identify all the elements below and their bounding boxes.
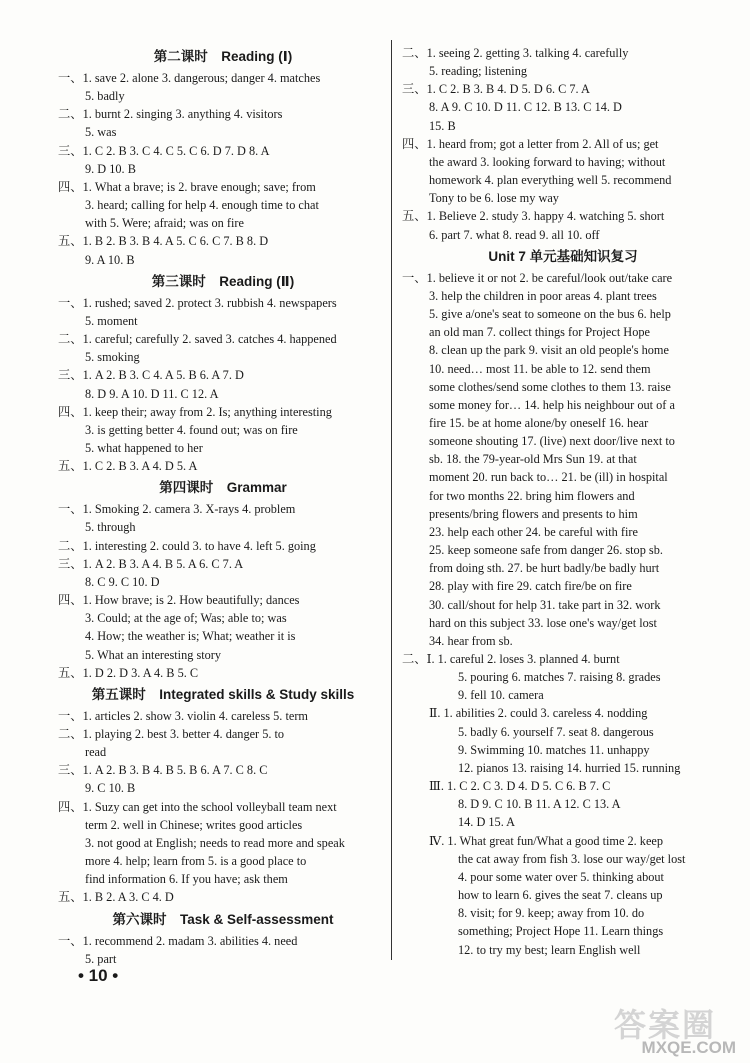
answer-line: 28. play with fire 29. catch fire/be on fire: [429, 579, 632, 594]
answer-line: 5. through: [85, 520, 136, 535]
answer-line: 5. pouring 6. matches 7. raising 8. grades: [458, 670, 661, 685]
answer-line: someone shouting 17. (live) next door/live next to: [429, 434, 675, 449]
answer-line: 3. heard; calling for help 4. enough time to chat: [85, 198, 319, 213]
left-column: [58, 44, 388, 968]
answer-line: 9. A 10. B: [85, 252, 135, 267]
answer-line: 5. give a/one's seat to someone on the bus 6. help: [429, 307, 671, 322]
answer-line: 4. pour some water over 5. thinking about: [458, 869, 664, 884]
answer-line: 二、1. interesting 2. could 3. to have 4. left 5. going: [58, 538, 316, 553]
answer-line: 5. what happened to her: [85, 440, 203, 455]
answer-line: 5. What an interesting story: [85, 647, 222, 662]
answer-line: an old man 7. collect things for Project Hope: [429, 325, 650, 340]
answer-line: 四、1. Suzy can get into the school volleyball team next: [58, 799, 337, 814]
answer-line: 一、1. articles 2. show 3. violin 4. careless 5. term: [58, 708, 308, 723]
answer-line: 三、1. C 2. B 3. B 4. D 5. D 6. C 7. A: [402, 82, 590, 97]
answer-line: 12. pianos 13. raising 14. hurried 15. running: [458, 760, 681, 775]
answer-line: Ⅲ. 1. C 2. C 3. D 4. D 5. C 6. B 7. C: [429, 779, 611, 794]
answer-line: 8. A 9. C 10. D 11. C 12. B 13. C 14. D: [429, 100, 622, 115]
answer-line: 3. Could; at the age of; Was; able to; was: [85, 611, 287, 626]
answer-line: 五、1. Believe 2. study 3. happy 4. watching 5. short: [402, 209, 665, 224]
answer-line: 8. C 9. C 10. D: [85, 574, 160, 589]
answer-line: 一、1. save 2. alone 3. dangerous; danger 4. matches: [58, 71, 321, 85]
answer-line: 5. badly 6. yourself 7. seat 8. dangerous: [458, 724, 654, 739]
right-column: [402, 44, 724, 959]
answer-line: 二、1. playing 2. best 3. better 4. danger 5. to: [58, 727, 285, 741]
answer-line: 10. need… most 11. be able to 12. send them: [429, 361, 651, 376]
page-number: • 10 •: [78, 966, 119, 985]
answer-line: for two months 22. bring him flowers and: [429, 488, 635, 503]
answer-line: 5. was: [85, 125, 117, 140]
answer-line: fire 15. be at home alone/by oneself 16. hear: [429, 415, 649, 430]
answer-line: 8. visit; for 9. keep; away from 10. do: [458, 906, 645, 921]
answer-line: some clothes/send some clothes to them 13. raise: [429, 379, 671, 394]
answer-line: 三、1. A 2. B 3. A 4. B 5. A 6. C 7. A: [58, 556, 244, 571]
answer-line: how to learn 6. gives the seat 7. cleans up: [458, 888, 663, 903]
answer-line: 15. B: [429, 118, 456, 133]
answer-line: 4. How; the weather is; What; weather it is: [85, 629, 296, 644]
watermark-logo: [608, 1000, 740, 1060]
answer-line: 3. not good at English; needs to read more and speak: [85, 835, 345, 850]
answer-line: 二、1. burnt 2. singing 3. anything 4. visitors: [58, 107, 283, 122]
answer-line: 23. help each other 24. be careful with fire: [429, 524, 638, 539]
answer-line: 一、1. Smoking 2. camera 3. X-rays 4. problem: [58, 502, 296, 517]
answer-line: 三、1. A 2. B 3. B 4. B 5. B 6. A 7. C 8. C: [58, 763, 268, 778]
answer-line: 二、1. careful; carefully 2. saved 3. catches 4. happened: [58, 332, 337, 347]
answer-line: 8. D 9. A 10. D 11. C 12. A: [85, 386, 219, 401]
answer-line: 5. badly: [85, 89, 125, 104]
section-title: 第六课时 Task & Self-assessment: [112, 911, 334, 927]
answer-line: 3. help the children in poor areas 4. plant trees: [429, 288, 657, 303]
watermark-sub-text: MXQE.COM: [641, 1038, 736, 1057]
answer-line: presents/bring flowers and presents to him: [429, 506, 638, 521]
answer-line: 三、1. A 2. B 3. C 4. A 5. B 6. A 7. D: [58, 368, 244, 383]
answer-line: 四、1. What a brave; is 2. brave enough; save; from: [58, 179, 316, 194]
answer-line: the cat away from fish 3. lose our way/get lost: [458, 851, 686, 866]
answer-line: 8. clean up the park 9. visit an old people's home: [429, 343, 669, 358]
answer-line: more 4. help; learn from 5. is a good place to: [85, 854, 307, 869]
answer-line: Tony to be 6. lose my way: [429, 191, 559, 206]
section-title: 第五课时 Integrated skills & Study skills: [91, 686, 355, 702]
column-divider: [391, 40, 392, 960]
answer-line: term 2. well in Chinese; writes good articles: [85, 817, 303, 832]
answer-line: Ⅳ. 1. What great fun/What a good time 2. keep: [429, 833, 664, 848]
answer-line: 5. part: [85, 951, 117, 966]
answer-line: find information 6. If you have; ask them: [85, 872, 288, 887]
answer-line: 5. smoking: [85, 350, 140, 365]
answer-line: 一、1. recommend 2. madam 3. abilities 4. need: [58, 933, 298, 948]
section-title: 第四课时 Grammar: [159, 480, 287, 496]
answer-line: with 5. Were; afraid; was on fire: [85, 216, 244, 231]
answer-line: 9. fell 10. camera: [458, 688, 544, 703]
answer-line: 一、1. rushed; saved 2. protect 3. rubbish 4. newspapers: [58, 295, 337, 310]
answer-line: homework 4. plan everything well 5. recommend: [429, 173, 672, 188]
answer-line: 五、1. B 2. B 3. B 4. A 5. C 6. C 7. B 8. D: [58, 234, 269, 249]
answer-line: sb. 18. the 79-year-old Mrs Sun 19. at that: [429, 452, 637, 467]
answer-line: the award 3. looking forward to having; without: [429, 154, 666, 169]
answer-line: read: [85, 745, 107, 760]
answer-line: 二、1. seeing 2. getting 3. talking 4. carefully: [402, 46, 629, 60]
answer-line: 四、1. keep their; away from 2. Is; anything interesting: [58, 404, 332, 419]
section-title: 第二课时 Reading (Ⅰ): [153, 49, 293, 64]
answer-line: some money for… 14. help his neighbour out of a: [429, 397, 675, 412]
answer-line: hard on this subject 33. lose one's way/get lost: [429, 615, 657, 630]
answer-line: 9. C 10. B: [85, 781, 136, 796]
answer-line: 五、1. B 2. A 3. C 4. D: [58, 890, 174, 905]
answer-line: 30. call/shout for help 31. take part in 32. work: [429, 597, 661, 612]
answer-line: 8. D 9. C 10. B 11. A 12. C 13. A: [458, 797, 621, 812]
answer-line: 五、1. C 2. B 3. A 4. D 5. A: [58, 459, 198, 474]
section-title: 第三课时 Reading (Ⅱ): [151, 273, 295, 289]
answer-line: 12. to try my best; learn English well: [458, 942, 641, 957]
answer-line: 34. hear from sb.: [429, 633, 513, 648]
answer-line: 25. keep someone safe from danger 26. stop sb.: [429, 543, 663, 558]
answer-line: 6. part 7. what 8. read 9. all 10. off: [429, 227, 600, 242]
answer-line: from doing sth. 27. be hurt badly/be badly hurt: [429, 561, 660, 576]
answer-line: 9. D 10. B: [85, 161, 136, 176]
answer-line: 9. Swimming 10. matches 11. unhappy: [458, 742, 650, 757]
answer-line: 四、1. How brave; is 2. How beautifully; dances: [58, 593, 300, 608]
answer-line: 二、Ⅰ. 1. careful 2. loses 3. planned 4. burnt: [402, 652, 620, 666]
answer-line: 三、1. C 2. B 3. C 4. C 5. C 6. D 7. D 8. A: [58, 143, 270, 158]
answer-line: something; Project Hope 11. Learn things: [458, 924, 664, 939]
watermark-main-text: 答案圈: [614, 1007, 717, 1043]
answer-line: 3. is getting better 4. found out; was on fire: [85, 422, 298, 437]
answer-line: 四、1. heard from; got a letter from 2. All of us; get: [402, 136, 659, 151]
answer-line: 5. moment: [85, 313, 138, 328]
answer-line: 一、1. believe it or not 2. be careful/look out/take care: [402, 270, 673, 285]
answer-line: 14. D 15. A: [458, 815, 516, 830]
section-title: Unit 7 单元基础知识复习: [488, 248, 638, 264]
answer-line: 五、1. D 2. D 3. A 4. B 5. C: [58, 665, 199, 680]
answer-line: 5. reading; listening: [429, 64, 528, 79]
answer-line: Ⅱ. 1. abilities 2. could 3. careless 4. nodding: [429, 706, 648, 721]
answer-line: moment 20. run back to… 21. be (ill) in hospital: [429, 470, 668, 485]
